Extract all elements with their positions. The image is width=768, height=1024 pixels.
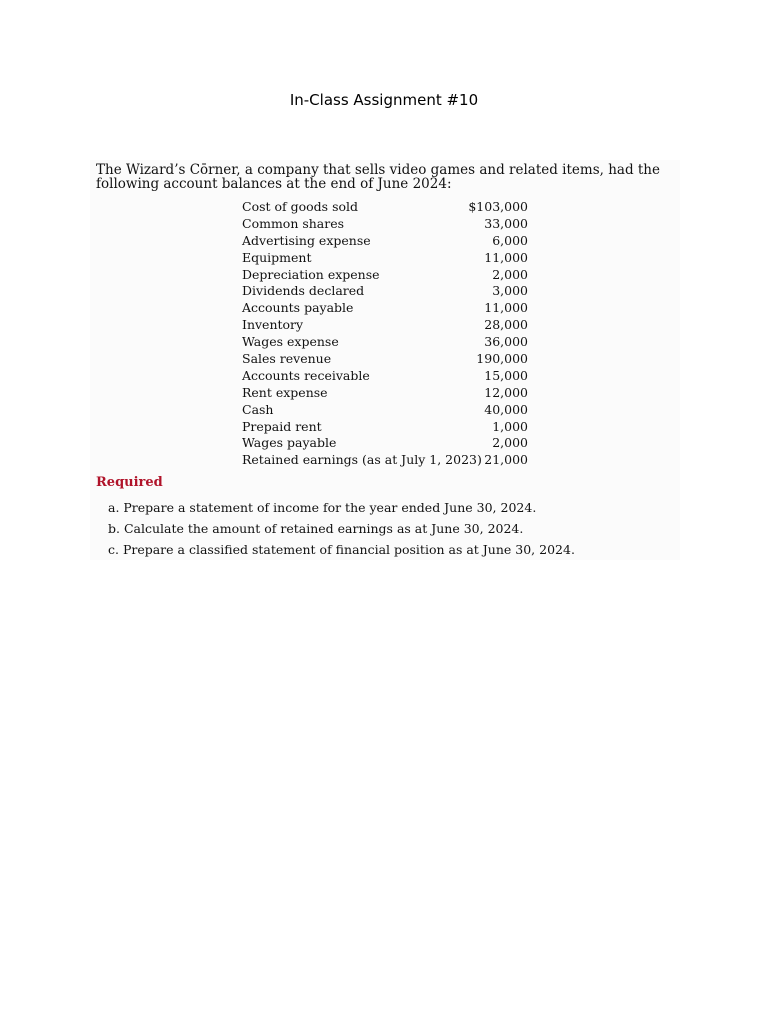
account-amount: 40,000 xyxy=(484,401,528,417)
balance-row xyxy=(242,233,532,250)
account-name: Accounts payable xyxy=(242,300,354,316)
account-amount: 33,000 xyxy=(484,215,528,231)
account-name: Common shares xyxy=(242,215,345,231)
account-amount: 1,000 xyxy=(492,418,528,434)
balance-row xyxy=(242,300,532,317)
balance-row xyxy=(242,334,532,351)
account-balances-list xyxy=(242,199,532,469)
account-name: Dividends declared xyxy=(242,283,365,299)
balance-row xyxy=(242,435,532,452)
account-name: Inventory xyxy=(242,317,304,333)
account-name: Sales revenue xyxy=(242,351,332,367)
balance-row xyxy=(242,199,532,216)
account-amount: 6,000 xyxy=(492,232,528,248)
account-amount: 21,000 xyxy=(484,452,528,468)
account-amount: 2,000 xyxy=(492,266,528,282)
account-name: Cash xyxy=(242,401,274,417)
account-amount: 28,000 xyxy=(484,317,528,333)
account-name: Equipment xyxy=(242,249,312,265)
balance-row xyxy=(242,216,532,233)
account-amount: 36,000 xyxy=(484,334,528,350)
balance-row xyxy=(242,452,532,469)
account-name: Cost of goods sold xyxy=(242,199,359,214)
page-title: In-Class Assignment #10 xyxy=(289,91,479,109)
required-item: c. Prepare a classified statement of financial position as at June 30, 2024. xyxy=(108,542,575,557)
required-item: a. Prepare a statement of income for the year ended June 30, 2024. xyxy=(108,500,537,515)
account-amount: 15,000 xyxy=(484,367,528,383)
account-name: Retained earnings (as at July 1, 2023) xyxy=(242,452,482,468)
account-name: Advertising expense xyxy=(242,232,371,248)
required-list xyxy=(108,497,575,560)
required-item: b. Calculate the amount of retained earnings as at June 30, 2024. xyxy=(108,521,524,536)
account-name: Depreciation expense xyxy=(242,266,380,282)
balance-row xyxy=(242,250,532,267)
account-name: Rent expense xyxy=(242,384,328,400)
balance-row xyxy=(242,317,532,334)
account-name: Wages expense xyxy=(242,334,339,350)
account-amount: 11,000 xyxy=(484,249,528,265)
account-amount: 190,000 xyxy=(476,351,528,367)
problem-image xyxy=(90,160,680,560)
account-amount: 12,000 xyxy=(484,384,528,400)
problem-intro: The Wizard’s Cōrner, a company that sells video games and related items, had the following account balances at the end of June 2024: xyxy=(96,162,660,192)
balance-row xyxy=(242,385,532,402)
required-heading: Required xyxy=(96,475,163,490)
account-name: Prepaid rent xyxy=(242,418,322,434)
balance-row xyxy=(242,419,532,436)
balance-row xyxy=(242,267,532,284)
account-name: Accounts receivable xyxy=(242,367,370,383)
account-amount: 11,000 xyxy=(484,300,528,316)
account-name: Wages payable xyxy=(242,435,337,451)
account-amount: $103,000 xyxy=(468,199,528,214)
balance-row xyxy=(242,368,532,385)
balance-row xyxy=(242,351,532,368)
balance-row xyxy=(242,283,532,300)
account-amount: 3,000 xyxy=(492,283,528,299)
account-amount: 2,000 xyxy=(492,435,528,451)
balance-row xyxy=(242,402,532,419)
